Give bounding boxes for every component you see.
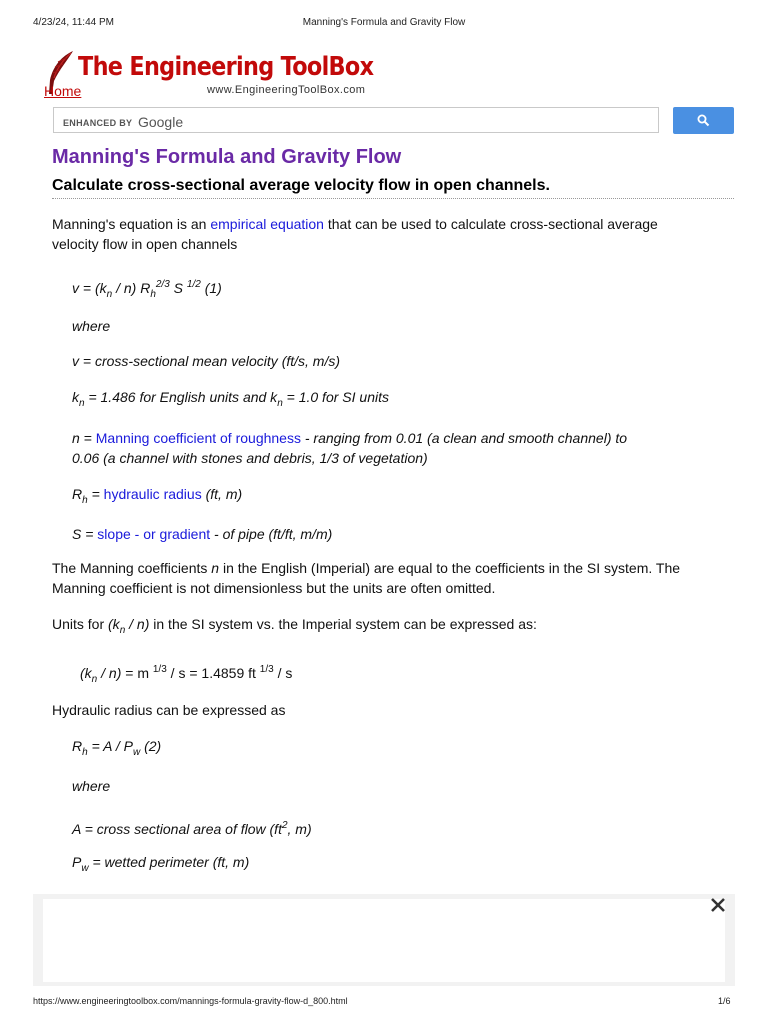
definition-n: n = Manning coefficient of roughness - ranging from 0.01 (a clean and smooth channel) to 0.06 (a channel with stones and debris, 1/3 of vegetation) xyxy=(72,430,628,466)
intro-paragraph: Manning's equation is an empirical equation that can be used to calculate cross-sectional average velocity flow in open channels xyxy=(52,216,658,252)
home-link[interactable]: Home xyxy=(44,83,82,99)
print-datetime: 4/23/24, 11:44 PM xyxy=(33,17,114,28)
search-icon xyxy=(697,114,710,127)
page-subtitle: Calculate cross-sectional average velocity flow in open channels. xyxy=(52,177,734,199)
coefficient-paragraph: The Manning coefficients n in the English (Imperial) are equal to the coefficients in the SI system. The Manning coefficient is not dimensionless but the units are often omitted. xyxy=(52,560,681,596)
close-icon[interactable] xyxy=(708,895,728,915)
empirical-equation-link[interactable]: empirical equation xyxy=(210,216,324,232)
where-label-2: where xyxy=(72,778,111,794)
hydraulic-radius-link[interactable]: hydraulic radius xyxy=(103,486,202,502)
hydraulic-intro: Hydraulic radius can be expressed as xyxy=(52,702,286,718)
google-logo: Google xyxy=(137,114,184,130)
equation-1: $v = (k_n / n)$ $R_h^{2/3}$ S $^{1/2}$ (1) xyxy=(72,279,222,300)
search-branding xyxy=(63,113,183,129)
search-box[interactable] xyxy=(53,107,659,133)
units-paragraph: Units for $(k_n / n)$ in the SI system vs. the Imperial system can be expressed as: xyxy=(52,616,537,636)
definition-r: $R_h$ = hydraulic radius (ft, m) xyxy=(72,486,243,506)
print-url: https://www.engineeringtoolbox.com/mannings-formula-gravity-flow-d_800.html xyxy=(33,996,348,1006)
ad-content xyxy=(43,899,725,982)
definition-v: v = cross-sectional mean velocity (ft/s, m/s) xyxy=(72,353,341,369)
slope-gradient-link[interactable]: slope - or gradient xyxy=(97,526,211,542)
logo-title: The Engineering ToolBox xyxy=(78,52,374,82)
print-page-title: Manning's Formula and Gravity Flow xyxy=(302,17,466,28)
equation-2: $R_h = A / P_w$ (2) xyxy=(72,738,162,758)
enhanced-by-label: ENHANCED BY xyxy=(63,118,133,128)
definition-s: S = slope - or gradient - of pipe (ft/ft, m/m) xyxy=(72,526,333,542)
search-input[interactable] xyxy=(194,110,653,132)
definition-p: $P_w$ = wetted perimeter (ft, m) xyxy=(72,854,250,874)
manning-coefficient-link[interactable]: Manning coefficient of roughness xyxy=(95,430,301,446)
where-label-1: where xyxy=(72,318,111,334)
definition-a: A = cross sectional area of flow ($ft^2$, m) xyxy=(72,820,312,837)
ad-banner xyxy=(33,894,735,986)
units-equation: $(k_n / n) = m$ $^{1/3}$ / s = 1.4859 ft $^{1/3}$ / s xyxy=(80,664,293,685)
site-logo[interactable] xyxy=(44,50,374,100)
print-page-number: 1/6 xyxy=(718,996,731,1006)
logo-url: www.EngineeringToolBox.com xyxy=(207,84,366,96)
definition-k: $k_n = 1.486$ for English units and $k_n = 1.0$ for SI units xyxy=(72,389,389,409)
search-button[interactable] xyxy=(673,107,734,134)
page-title: Manning's Formula and Gravity Flow xyxy=(52,146,402,168)
